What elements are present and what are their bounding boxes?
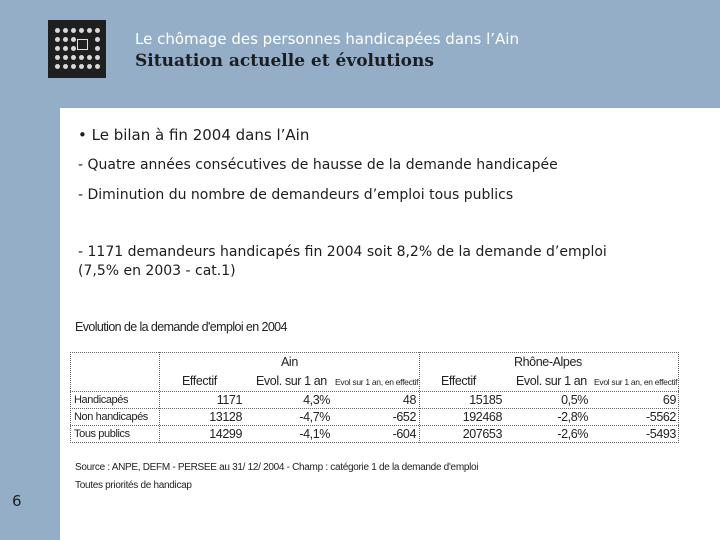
table-divider	[419, 352, 420, 443]
table-cell: 14299	[209, 427, 242, 441]
group-header-rhone-alpes: Rhône-Alpes	[514, 355, 582, 369]
column-header: Evol. sur 1 an	[256, 374, 327, 388]
logo-dot	[95, 28, 100, 33]
text-line: (7,5% en 2003 - cat.1)	[78, 263, 236, 279]
logo-dot	[95, 55, 100, 60]
column-header: Evol sur 1 an, en effectif	[594, 377, 678, 387]
table-cell: -5493	[646, 427, 676, 441]
slide-title: Situation actuelle et évolutions	[135, 51, 434, 71]
logo-dot	[63, 28, 68, 33]
logo-dot	[63, 37, 68, 42]
table-cell: -2,8%	[557, 410, 588, 424]
table-cell: 0,5%	[561, 393, 588, 407]
group-header-ain: Ain	[281, 355, 298, 369]
logo-dot	[55, 46, 60, 51]
logo-dot	[79, 55, 84, 60]
table-divider	[159, 352, 160, 443]
table-cell: -652	[392, 410, 416, 424]
logo-dot	[55, 55, 60, 60]
logo-dot	[71, 46, 76, 51]
logo-dot	[95, 46, 100, 51]
text-line: - Quatre années consécutives de hausse de la demande handicapée	[78, 157, 558, 173]
text-line: - Diminution du nombre de demandeurs d’emploi tous publics	[78, 187, 514, 203]
column-header: Effectif	[182, 374, 217, 388]
logo-dot	[79, 64, 84, 69]
text-line: - 1171 demandeurs handicapés fin 2004 soit 8,2% de la demande d’emploi	[78, 244, 607, 260]
logo-dot	[87, 55, 92, 60]
logo-dot	[95, 37, 100, 42]
logo-dot	[87, 64, 92, 69]
page-number: 6	[12, 492, 22, 510]
logo-dot	[79, 28, 84, 33]
table-source: Source : ANPE, DEFM - PERSEE au 31/ 12/ 2004 - Champ : catégorie 1 de la demande d'emploi	[75, 462, 479, 473]
column-header: Evol sur 1 an, en effectif	[335, 377, 419, 387]
table-note: Toutes priorités de handicap	[75, 480, 192, 491]
logo-dot	[71, 64, 76, 69]
column-header: Effectif	[441, 374, 476, 388]
logo-dot	[63, 55, 68, 60]
table-cell: 69	[662, 393, 676, 407]
table-cell: -4,1%	[299, 427, 330, 441]
logo-frame-icon	[77, 39, 88, 50]
table-cell: 1171	[216, 393, 242, 407]
table-divider	[70, 391, 679, 392]
table-divider	[70, 425, 679, 426]
table-cell: -604	[392, 427, 416, 441]
logo-dot	[95, 64, 100, 69]
table-cell: 207653	[462, 427, 502, 441]
bullet-heading: • Le bilan à fin 2004 dans l’Ain	[78, 126, 310, 144]
table-cell: -2,6%	[557, 427, 588, 441]
table-divider	[70, 408, 679, 409]
table-cell: 13128	[209, 410, 242, 424]
table-cell: 15185	[469, 393, 502, 407]
table-cell: 48	[402, 393, 416, 407]
table-cell: 192468	[462, 410, 502, 424]
logo-dot	[71, 55, 76, 60]
row-label: Handicapés	[74, 394, 129, 406]
logo-dot	[63, 46, 68, 51]
table-cell: -5562	[646, 410, 676, 424]
table-cell: 4,3%	[303, 393, 330, 407]
table-cell: -4,7%	[299, 410, 330, 424]
logo-dot	[71, 37, 76, 42]
logo-dot	[71, 28, 76, 33]
column-header: Evol. sur 1 an	[516, 374, 587, 388]
row-label: Tous publics	[74, 428, 130, 440]
slide-subtitle: Le chômage des personnes handicapées dans l’Ain	[135, 30, 519, 48]
logo-dot	[55, 64, 60, 69]
logo-dot	[63, 64, 68, 69]
table-title: Evolution de la demande d'emploi en 2004	[75, 320, 287, 334]
logo-dot	[87, 28, 92, 33]
logo	[48, 20, 106, 78]
logo-dot	[55, 28, 60, 33]
row-label: Non handicapés	[74, 411, 148, 423]
logo-dot	[55, 37, 60, 42]
